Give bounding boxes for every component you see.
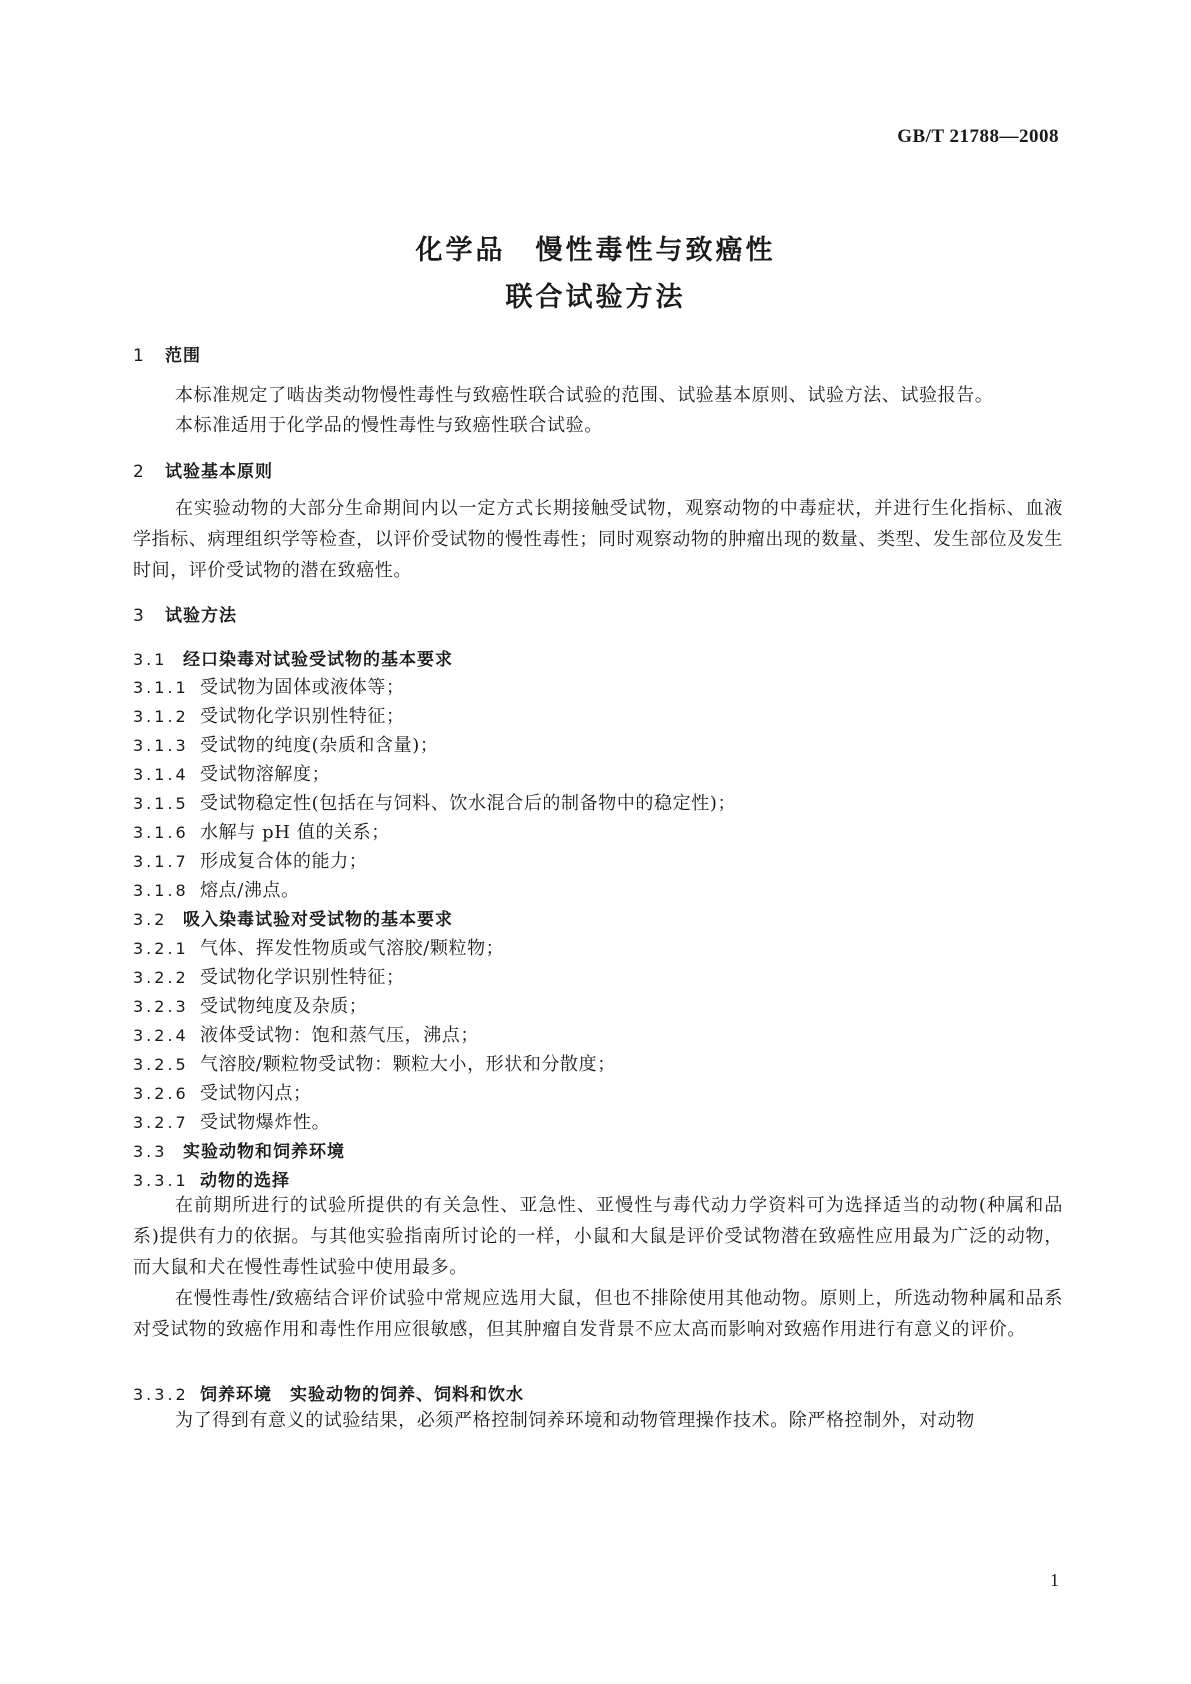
section-2-title: 试验基本原则 [165,462,273,482]
list-item [133,1108,330,1134]
section-1-heading [133,341,201,366]
list-item [133,847,367,873]
section-3-number: 3 [133,606,145,626]
section-2-heading [133,457,273,482]
list-item [133,1079,312,1105]
list-item-number: 3.1.5 [133,794,189,813]
section-3-3-2-number: 3.3.2 [133,1385,189,1404]
section-3-3-2-heading [133,1380,524,1405]
list-item [133,1050,616,1076]
page-number: 1 [1050,1570,1059,1590]
section-3-3-heading [133,1137,345,1162]
list-item-text: 受试物的纯度(杂质和含量)； [200,735,439,756]
section-3-3-title: 实验动物和饲养环境 [183,1142,345,1162]
list-item [133,818,390,844]
list-item-text: 形成复合体的能力； [200,851,368,872]
section-3-1-heading [133,645,453,670]
document-title-line2: 联合试验方法 [505,282,686,313]
section-3-3-2-title: 饲养环境 实验动物的饲养、饲料和饮水 [200,1385,524,1405]
list-item-text: 气溶胶/颗粒物受试物：颗粒大小，形状和分散度； [200,1054,616,1075]
list-item [133,731,438,757]
list-item-number: 3.2.4 [133,1026,189,1045]
list-item-number: 3.2.6 [133,1084,189,1103]
section-3-2-heading [133,905,453,930]
list-item-text: 熔点/沸点。 [200,880,300,901]
list-item-number: 3.1.6 [133,823,189,842]
list-item-text: 受试物为固体或液体等； [200,677,405,698]
section-3-3-1-number: 3.3.1 [133,1171,189,1190]
list-item-number: 3.1.2 [133,707,189,726]
section-2-paragraph: 在实验动物的大部分生命期间内以一定方式长期接触受试物，观察动物的中毒症状，并进行生化指标、血液学指标、病理组织学等检查，以评价受试物的慢性毒性；同时观察动物的肿瘤出现的数量、类型、发生部位及发生时间，评价受试物的潜在致癌性。 [133,498,1063,581]
list-item [133,876,300,902]
section-3-3-2-paragraph: 为了得到有意义的试验结果，必须严格控制饲养环境和动物管理操作技术。除严格控制外，对动物 [175,1410,975,1431]
list-item-number: 3.1.4 [133,765,189,784]
list-item-text: 受试物爆炸性。 [200,1112,331,1133]
list-item [133,789,736,815]
list-item [133,1021,479,1047]
list-item [133,934,504,960]
section-3-title: 试验方法 [165,606,237,626]
list-item-number: 3.1.1 [133,678,189,697]
section-3-1-number: 3.1 [133,650,168,669]
list-item [133,673,405,699]
section-3-2-number: 3.2 [133,910,168,929]
list-item-text: 水解与 pH 值的关系； [200,822,390,843]
section-3-3-1-paragraph-1: 在前期所进行的试验所提供的有关急性、亚急性、亚慢性与毒代动力学资料可为选择适当的动物(种属和品系)提供有力的依据。与其他实验指南所讨论的一样，小鼠和大鼠是评价受试物潜在致癌性应用最为广泛的动物，而大鼠和犬在慢性毒性试验中使用最多。 [133,1195,1063,1278]
list-item-number: 3.1.3 [133,736,189,755]
list-item-text: 受试物闪点； [200,1083,312,1104]
list-item [133,963,405,989]
list-item [133,992,367,1018]
section-1-title: 范围 [165,346,201,366]
section-1-paragraph-1: 本标准规定了啮齿类动物慢性毒性与致癌性联合试验的范围、试验基本原则、试验方法、试验报告。 [175,385,994,406]
section-3-3-number: 3.3 [133,1142,168,1161]
list-item-number: 3.2.5 [133,1055,189,1074]
section-1-number: 1 [133,346,145,366]
list-item-text: 受试物纯度及杂质； [200,996,368,1017]
section-3-3-1-paragraph-2: 在慢性毒性/致癌结合评价试验中常规应选用大鼠，但也不排除使用其他动物。原则上，所选动物种属和品系对受试物的致癌作用和毒性作用应很敏感，但其肿瘤自发背景不应太高而影响对致癌作用进行有意义的评价。 [133,1288,1063,1340]
standard-code: GB/T 21788—2008 [897,126,1059,147]
list-item-number: 3.2.7 [133,1113,189,1132]
document-title-line1: 化学品 慢性毒性与致癌性 [415,235,776,266]
list-item-number: 3.2.2 [133,968,189,987]
list-item-number: 3.2.1 [133,939,189,958]
section-3-2-title: 吸入染毒试验对受试物的基本要求 [183,910,453,930]
list-item-number: 3.2.3 [133,997,189,1016]
list-item-number: 3.1.8 [133,881,189,900]
section-3-1-title: 经口染毒对试验受试物的基本要求 [183,650,453,670]
list-item-text: 受试物稳定性(包括在与饲料、饮水混合后的制备物中的稳定性)； [200,793,737,814]
list-item-text: 受试物化学识别性特征； [200,967,405,988]
list-item-number: 3.1.7 [133,852,189,871]
list-item-text: 液体受试物：饱和蒸气压，沸点； [200,1025,479,1046]
list-item-text: 气体、挥发性物质或气溶胶/颗粒物； [200,938,505,959]
list-item-text: 受试物溶解度； [200,764,331,785]
list-item [133,760,330,786]
section-3-heading [133,601,237,626]
list-item [133,702,405,728]
section-3-3-1-title: 动物的选择 [200,1171,290,1191]
section-1-paragraph-2: 本标准适用于化学品的慢性毒性与致癌性联合试验。 [175,415,603,436]
list-item-text: 受试物化学识别性特征； [200,706,405,727]
section-3-3-1-heading [133,1166,290,1191]
section-2-number: 2 [133,462,145,482]
